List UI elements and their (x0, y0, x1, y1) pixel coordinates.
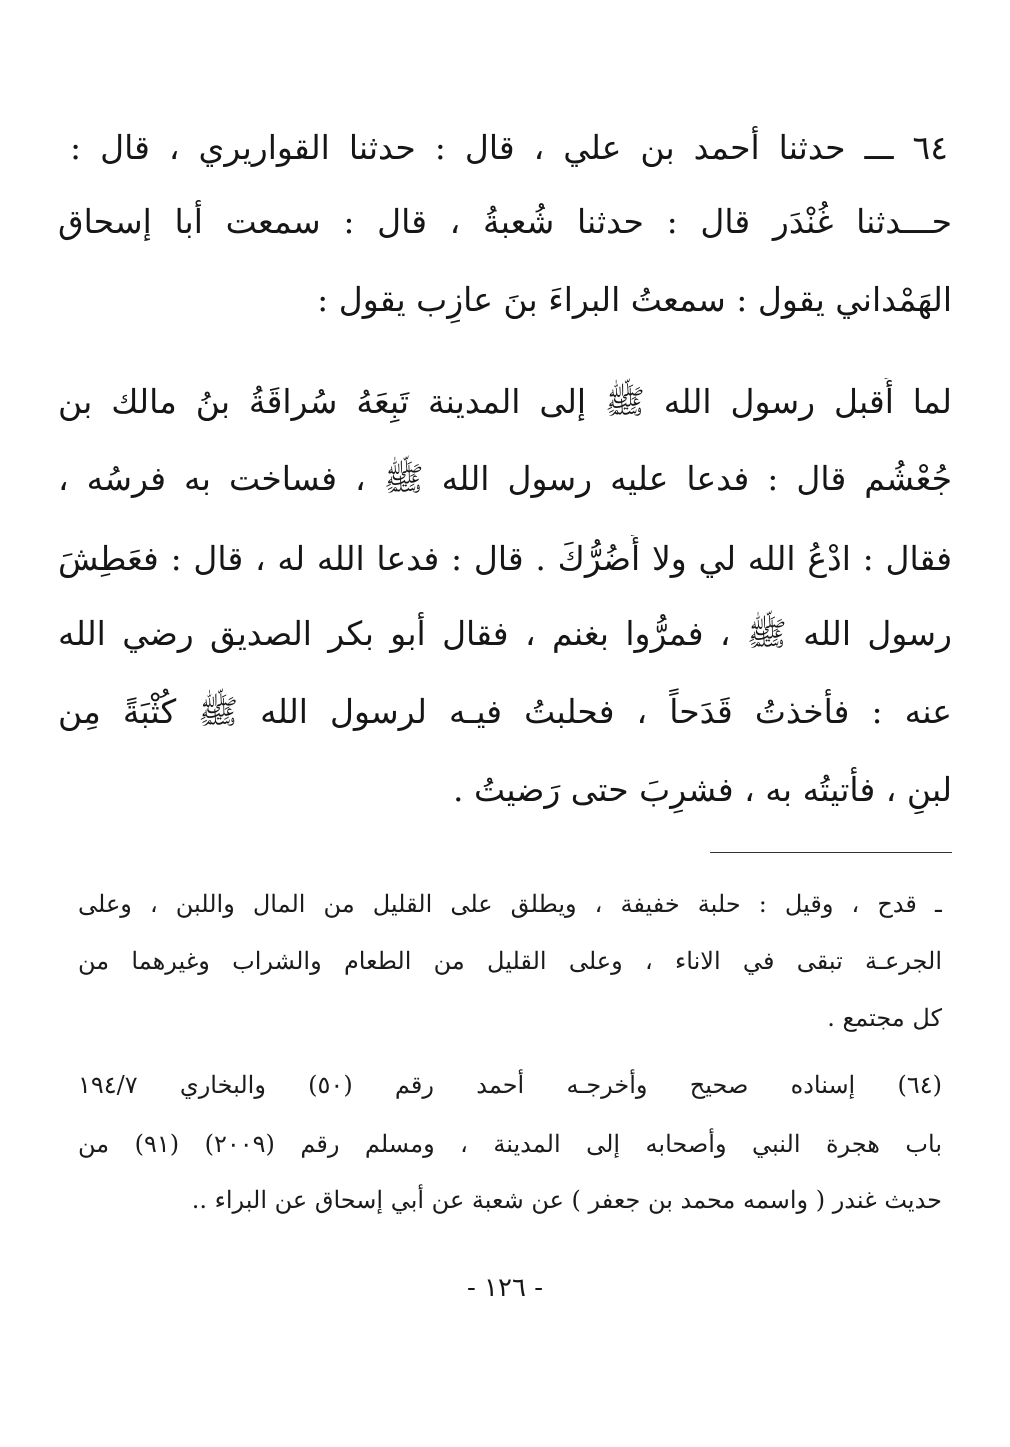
footnote-separator (710, 852, 952, 853)
isnad-line-3: الهَمْداني يقول : سمعتُ البراءَ بنَ عازِب يقول : (317, 280, 952, 319)
footnote-takhrij-line-2: باب هجرة النبي وأصحابه إلى المدينة ، ومسلم رقم (٢٠٠٩) (٩١) من (78, 1130, 942, 1158)
footnote-gloss-line-3: كل مجتمع . (827, 1004, 942, 1032)
matn-line-1: لما أَقبل رسول الله ﷺ إلى المدينة تَبِعَهُ سُراقَةُ بنُ مالك بن (58, 382, 952, 421)
footnote-takhrij-line-1: (٦٤) إسناده صحيح وأخرجـه أحمد رقم (٥٠) والبخاري ١٩٤/٧ (78, 1071, 942, 1099)
footnote-gloss-line-1: ـ قدح ، وقيل : حلبة خفيفة ، ويطلق على القليل من المال واللبن ، وعلى (78, 890, 942, 918)
matn-line-2: جُعْشُم قال : فدعا عليه رسول الله ﷺ ، فساخت به فرسُه ، (58, 459, 952, 498)
footnote-takhrij-line-3: حديث غندر ( واسمه محمد بن جعفر ) عن شعبة عن أبي إسحاق عن البراء .. (191, 1186, 942, 1214)
isnad-line-1: ٦٤ ـــ حدثنا أحمد بن علي ، قال : حدثنا القواريري ، قال : (70, 128, 948, 167)
page-number: - ١٢٦ - (466, 1273, 544, 1303)
matn-line-6: لبنٍ ، فأتيتُه به ، فشرِبَ حتى رَضيتُ . (452, 770, 952, 809)
matn-line-4: رسول الله ﷺ ، فمرُّوا بغنم ، فقال أبو بكر الصديق رضي الله (58, 614, 952, 653)
matn-line-3: فقال : ادْعُ الله لي ولا أَضُرُّكَ . قال : فدعا الله له ، قال : فعَطِشَ (58, 539, 952, 578)
footnote-gloss-line-2: الجرعـة تبقى في الاناء ، وعلى القليل من الطعام والشراب وغيرهما من (78, 947, 942, 975)
isnad-line-2: حـــدثنا غُنْدَر قال : حدثنا شُعبةُ ، قال : سمعت أبا إسحاق (58, 202, 952, 241)
matn-line-5: عنه : فأَخذتُ قَدَحاً ، فحلبتُ فيـه لرسول الله ﷺ كُثْبَةً مِن (58, 692, 952, 731)
